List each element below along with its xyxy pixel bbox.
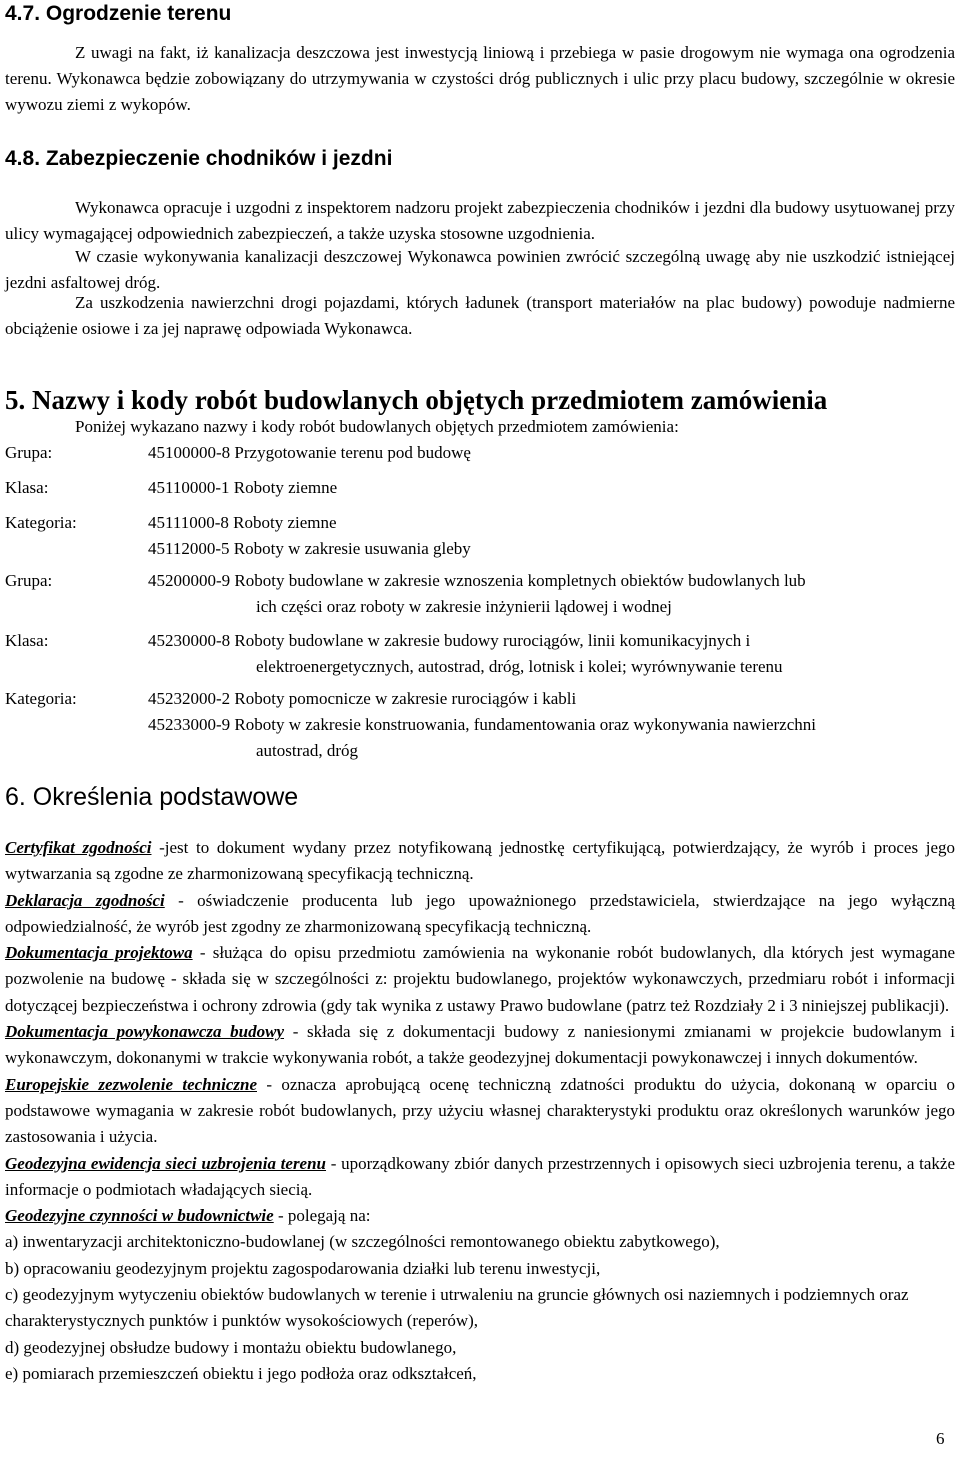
- code-line: 45111000-8 Roboty ziemne: [148, 513, 337, 532]
- definition: [5, 1072, 955, 1151]
- code-line: elektroenergetycznych, autostrad, dróg, lotnisk i kolei; wyrównywanie terenu: [256, 657, 783, 676]
- code-label: Kategoria:: [5, 513, 77, 532]
- definition: [5, 888, 955, 941]
- para-4-8-2: W czasie wykonywania kanalizacji deszczowej Wykonawca powinien zwrócić szczególną uwagę aby nie uszkodzić istniejącej jezdni asfaltowej dróg.: [5, 247, 955, 292]
- code-label: Klasa:: [5, 478, 49, 497]
- code-label: Kategoria:: [5, 689, 77, 708]
- list-item: b) opracowaniu geodezyjnym projektu zagospodarowania działki lub terenu inwestycji,: [5, 1258, 601, 1278]
- definition-text: - służąca do opisu przedmiotu zamówienia na wykonanie robót budowlanych, dla których jest wymagane pozwolenie na budowę - składa się w szczególności z: projektu budowlanego, projektów wykonawczych, przedmiaru robót i informacji dotyczącej bezpieczeństwa i ochrony zdrowia (gdy tak wynika z ustawy Prawo budowlane (patrz też Rozdziały 2 i 3 niniejszej publikacji).: [5, 943, 955, 1015]
- code-line: 45100000-8 Przygotowanie terenu pod budowę: [148, 443, 471, 462]
- page-number: 6: [936, 1429, 945, 1448]
- code-line: autostrad, dróg: [256, 741, 358, 760]
- definition: [5, 1151, 955, 1204]
- code-label: Klasa:: [5, 631, 49, 650]
- code-line: 45233000-9 Roboty w zakresie konstruowania, fundamentowania oraz wykonywania nawierzchni: [148, 715, 816, 734]
- para-4-7: Z uwagi na fakt, iż kanalizacja deszczowa jest inwestycją liniową i przebiega w pasie drogowym nie wymaga ona ogrodzenia terenu. Wykonawca będzie zobowiązany do utrzymywania w czystości dróg publicznych i ulic przy placu budowy, szczególnie w okresie wywozu ziemi z wykopów.: [5, 43, 955, 114]
- para-4-8-3: Za uszkodzenia nawierzchni drogi pojazdami, których ładunek (transport materiałów na plac budowy) powoduje nadmierne obciążenie osiowe i za jej naprawę odpowiada Wykonawca.: [5, 293, 955, 338]
- code-line: 45110000-1 Roboty ziemne: [148, 478, 338, 497]
- definition-term: Dokumentacja projektowa: [5, 943, 193, 963]
- definition-term: Dokumentacja powykonawcza budowy: [5, 1022, 285, 1042]
- definition-term: Europejskie zezwolenie techniczne: [5, 1074, 257, 1094]
- definition-text: - oznacza aprobującą ocenę techniczną zdatności produktu do użycia, dokonaną w oparciu o podstawowe wymagania w zakresie robót budowlanych, przy użyciu własnej charakterystyki produktu oraz określonych warunków jego zastosowania i użycia.: [5, 1074, 955, 1147]
- code-line: 45112000-5 Roboty w zakresie usuwania gleby: [148, 539, 471, 558]
- definition-term: Deklaracja zgodności: [5, 890, 165, 910]
- list-item: d) geodezyjnej obsłudze budowy i montażu obiektu budowlanego,: [5, 1337, 457, 1357]
- heading-5: 5. Nazwy i kody robót budowlanych objętych przedmiotem zamówienia: [5, 385, 828, 416]
- code-line: 45232000-2 Roboty pomocnicze w zakresie rurociągów i kabli: [148, 689, 577, 708]
- definition: [5, 1019, 955, 1072]
- heading-4-7: 4.7. Ogrodzenie terenu: [5, 2, 232, 25]
- para-5-intro: Poniżej wykazano nazwy i kody robót budowlanych objętych przedmiotem zamówienia:: [75, 417, 679, 436]
- definition-text: - polegają na:: [273, 1206, 371, 1226]
- definition-text: - uporządkowany zbiór danych przestrzennych i opisowych sieci uzbrojenia terenu, a także informacje o podmiotach władających siecią.: [5, 1153, 955, 1199]
- definition-term: Geodezyjne czynności w budownictwie: [5, 1206, 274, 1226]
- code-line: ich części oraz roboty w zakresie inżynierii lądowej i wodnej: [256, 597, 672, 616]
- para-4-8-1: Wykonawca opracuje i uzgodni z inspektorem nadzoru projekt zabezpieczenia chodników i jezdni dla budowy usytuowanej przy ulicy wymagającej odpowiednich zabezpieczeń, a także uzyska stosowne uzgodnienia.: [5, 198, 955, 243]
- definition: [5, 940, 955, 1019]
- heading-4-8: 4.8. Zabezpieczenie chodników i jezdni: [5, 147, 393, 170]
- code-label: Grupa:: [5, 571, 53, 590]
- definition: [5, 1203, 955, 1229]
- definition-text: -jest to dokument wydany przez notyfikowaną jednostkę certyfikującą, potwierdzający, że wyrób i proces jego wytwarzania są zgodne ze zharmonizowaną specyfikacją techniczną.: [5, 838, 955, 884]
- definitions: [5, 835, 955, 1387]
- code-line: 45230000-8 Roboty budowlane w zakresie budowy rurociągów, linii komunikacyjnych i: [148, 631, 751, 650]
- code-label: Grupa:: [5, 443, 53, 462]
- code-line: 45200000-9 Roboty budowlane w zakresie wznoszenia kompletnych obiektów budowlanych lub: [148, 571, 806, 590]
- list-item: e) pomiarach przemieszczeń obiektu i jego podłoża oraz odkształceń,: [5, 1363, 477, 1383]
- list-item: a) inwentaryzacji architektoniczno-budowlanej (w szczególności remontowanego obiektu zabytkowego),: [5, 1232, 720, 1252]
- definition-term: Certyfikat zgodności: [5, 838, 152, 857]
- heading-6: 6. Określenia podstawowe: [5, 783, 299, 811]
- definition-term: Geodezyjna ewidencja sieci uzbrojenia terenu: [5, 1153, 327, 1173]
- definition-text: - składa się z dokumentacji budowy z naniesionymi zmianami w projekcie budowlanym i wykonawczym, dokonanymi w trakcie wykonywania robót, a także geodezyjnej dokumentacji powykonawczej i innych dokumentów.: [5, 1022, 956, 1068]
- definition-text: - oświadczenie producenta lub jego upoważnionego przedstawiciela, stwierdzające na jego wyłączną odpowiedzialność, że wyrób jest zgodny ze zharmonizowaną specyfikacją techniczną.: [5, 890, 955, 936]
- list-item: c) geodezyjnym wytyczeniu obiektów budowlanych w terenie i utrwaleniu na gruncie głównych osi naziemnych i podziemnych oraz charakterystycznych punktów i punktów wysokościowych (reperów),: [5, 1285, 909, 1331]
- definition: [5, 835, 955, 888]
